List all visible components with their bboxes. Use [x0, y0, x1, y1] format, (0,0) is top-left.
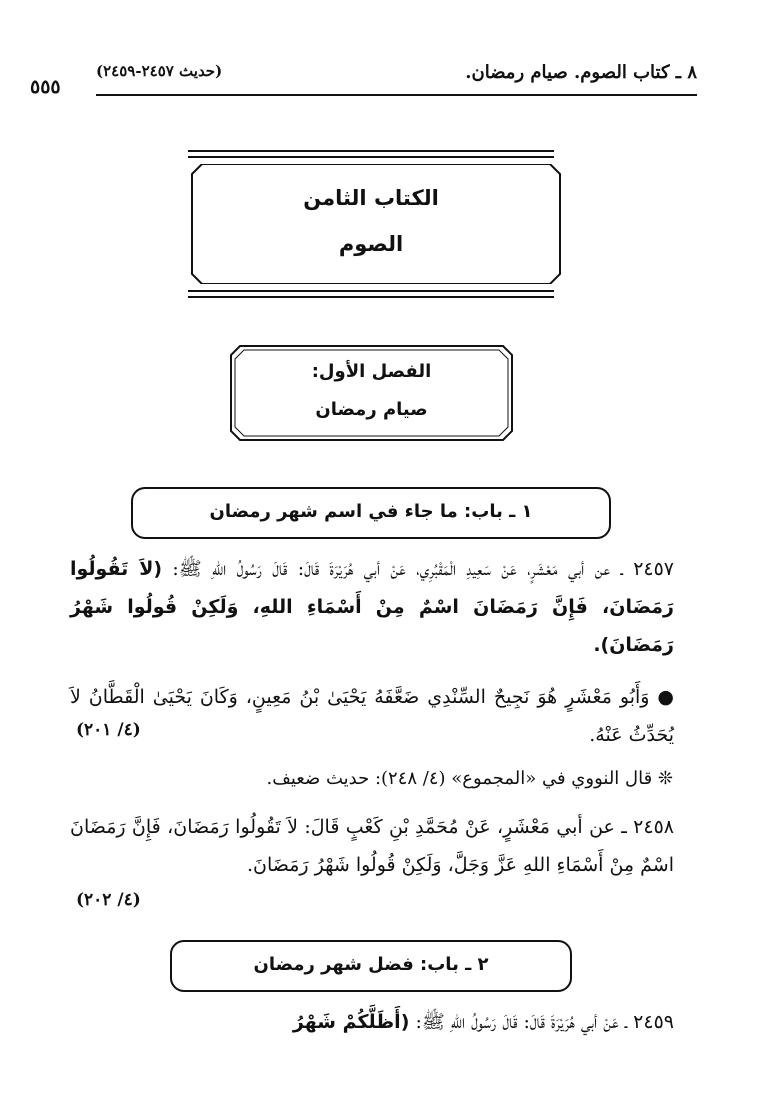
- chapter-title-frame: [230, 345, 513, 441]
- nawawi-note: ❊ قال النووي في «المجموع» (٤/ ٢٤٨): حديث ضعيف.: [266, 768, 673, 789]
- frame-rule-bottom-inner: [188, 290, 554, 292]
- hadith-2457: [70, 550, 674, 664]
- running-header: [30, 58, 697, 96]
- hadith-2458: ٢٤٥٨ ـ عن أبي مَعْشَرٍ، عَنْ مُحَمَّدِ بْنِ كَعْبٍ قَالَ: لاَ تَقُولُوا رَمَضَانَ، فَإِنَّ رَمَضَانَ اسْمٌ مِنْ أَسْمَاءِ اللهِ عَزَّ وَجَلَّ، وَلَكِنْ قُولُوا شَهْرُ رَمَضَانَ.: [70, 816, 674, 876]
- book-title-frame: [188, 150, 554, 298]
- section-heading-2: ٢ ـ باب: فضل شهر رمضان: [170, 940, 572, 992]
- running-header-hadith-range: (حديث ٢٤٥٧-٢٤٥٩): [96, 62, 223, 80]
- section-heading-1: ١ ـ باب: ما جاء في اسم شهر رمضان: [131, 487, 611, 539]
- frame-rule-top-inner: [188, 156, 554, 158]
- hadith-2459: [70, 1003, 674, 1041]
- chapter-title: صيام رمضان: [315, 399, 428, 420]
- commentary-2457: ● وَأَبُو مَعْشَرٍ هُوَ نَجِيحٌ السِّنْدِي ضَعَّفَهُ يَحْيَىٰ بْنُ مَعِينٍ، وَكَانَ يَحْيَىٰ الْقَطَّانُ لاَ يُحَدِّثُ عَنْهُ.: [70, 686, 674, 746]
- hadith-2457-quote: (لاَ تَقُولُوا رَمَضَانَ، فَإِنَّ رَمَضَانَ اسْمٌ مِنْ أَسْمَاءِ اللهِ، وَلَكِنْ قُولُوا شَهْرُ رَمَضَانَ).: [70, 558, 674, 656]
- header-rule: [96, 94, 697, 96]
- commentary-2457-ref: (٤/ ٢٠١): [76, 720, 141, 740]
- frame-rule-top: [188, 150, 554, 152]
- page-number: ٥٥٥: [30, 76, 61, 98]
- hadith-2459-quote: (أَظَلَّكُمْ شَهْرُ: [292, 1011, 410, 1033]
- chapter-label: الفصل الأول:: [311, 361, 432, 382]
- book-title: الكتاب الثامن: [303, 186, 439, 210]
- frame-rule-bottom: [188, 296, 554, 298]
- running-header-chapter: ٨ ـ كتاب الصوم. صيام رمضان.: [465, 62, 697, 83]
- hadith-2459-narration: ٢٤٥٩ ـ عَنْ أبي هُرَيْرَةَ قَالَ: قَالَ رَسُولُ اللهِ ﷺ:: [415, 1011, 674, 1033]
- chapter-title-border: [230, 345, 513, 441]
- hadith-2458-ref: (٤/ ٢٠٢): [76, 890, 141, 910]
- book-title-border: [172, 164, 570, 284]
- hadith-2457-narration: ٢٤٥٧ ـ عن أبي مَعْشَرٍ، عَنْ سَعِيدِ الْمَقْبُرِي، عَنْ أبي هُرَيْرَةَ قَالَ: قَالَ رَسُولُ اللهِ ﷺ:: [172, 558, 675, 580]
- book-subtitle: الصوم: [338, 232, 404, 256]
